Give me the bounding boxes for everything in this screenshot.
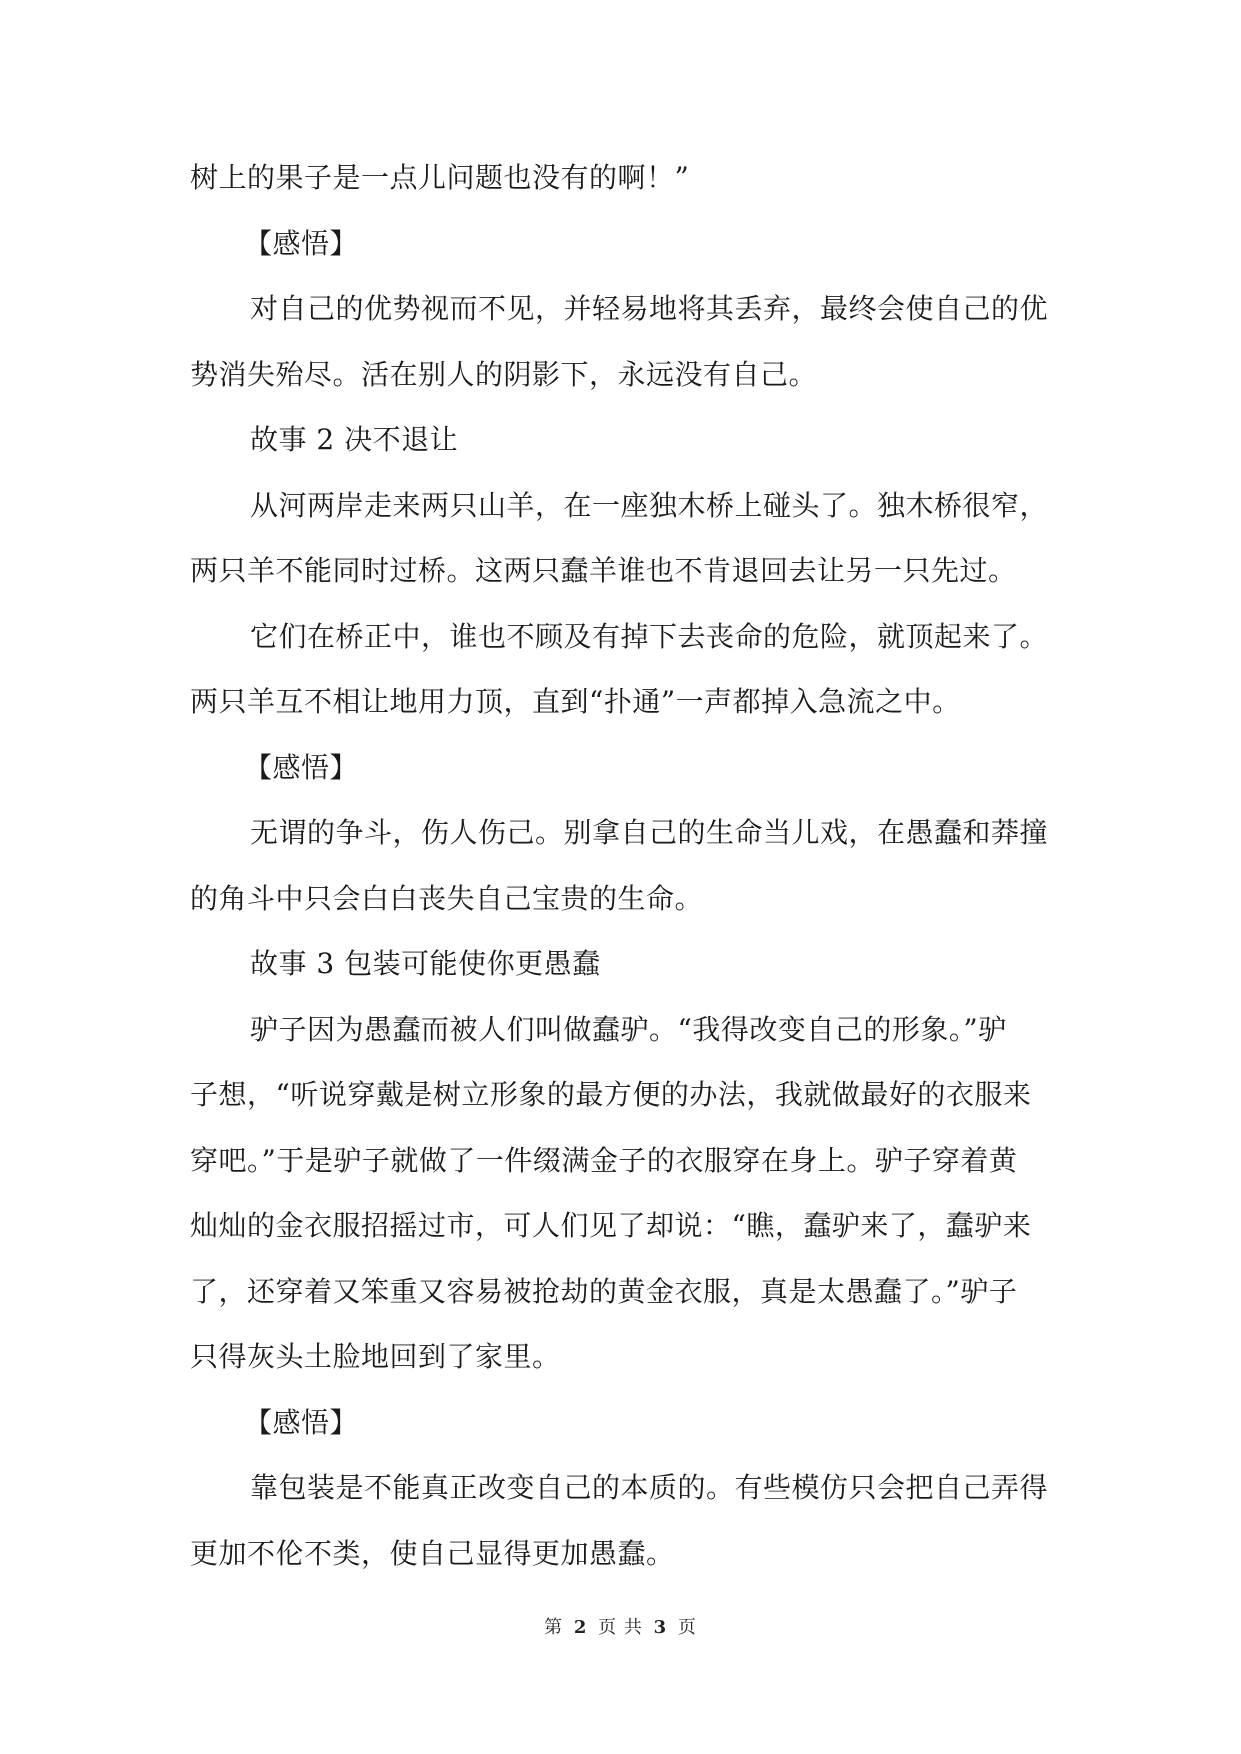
total-pages-number: 3 — [653, 1617, 668, 1638]
paragraph-line: 两只羊互不相让地用力顶，直到“扑通”一声都掉入急流之中。 — [190, 685, 961, 718]
insight-heading: 【感悟】 — [244, 750, 359, 784]
insight-heading: 【感悟】 — [244, 1405, 359, 1439]
paragraph-line: 穿吧。”于是驴子就做了一件缀满金子的衣服穿在身上。驴子穿着黄 — [190, 1143, 1018, 1177]
paragraph-line: 它们在桥正中，谁也不顾及有掉下去丧命的危险，就顶起来了。 — [250, 619, 1049, 653]
page-footer — [0, 1613, 1241, 1639]
insight-heading: 【感悟】 — [244, 226, 359, 260]
paragraph-line: 树上的果子是一点儿问题也没有的啊！” — [190, 161, 690, 194]
paragraph-line: 从河两岸走来两只山羊，在一座独木桥上碰头了。独木桥很窄， — [250, 488, 1049, 522]
footer-suffix: 页 — [677, 1617, 697, 1638]
paragraph-line: 子想，“听说穿戴是树立形象的最方便的办法，我就做最好的衣服来 — [190, 1078, 1032, 1111]
paragraph-line: 驴子因为愚蠢而被人们叫做蠢驴。“我得改变自己的形象。”驴 — [250, 1012, 1007, 1046]
paragraph-line: 只得灰头土脸地回到了家里。 — [190, 1340, 561, 1373]
paragraph-line: 靠包装是不能真正改变自己的本质的。有些模仿只会把自己弄得 — [250, 1471, 1049, 1504]
paragraph-line: 的角斗中只会白白丧失自己宝贵的生命。 — [190, 881, 704, 915]
paragraph-line: 无谓的争斗，伤人伤己。别拿自己的生命当儿戏，在愚蠢和莽撞 — [250, 816, 1049, 849]
document-body — [190, 158, 1060, 1599]
paragraph-line: 更加不伦不类，使自己显得更加愚蠢。 — [190, 1536, 675, 1570]
paragraph-line: 对自己的优势视而不见，并轻易地将其丢弃，最终会使自己的优 — [250, 292, 1049, 325]
paragraph-line: 灿灿的金衣服招摇过市，可人们见了却说：“瞧，蠢驴来了，蠢驴来 — [190, 1209, 1032, 1242]
paragraph-line: 两只羊不能同时过桥。这两只蠢羊谁也不肯退回去让另一只先过。 — [190, 554, 1017, 587]
paragraph-line: 了，还穿着又笨重又容易被抢劫的黄金衣服，真是太愚蠢了。”驴子 — [190, 1274, 1018, 1308]
paragraph-line: 势消失殆尽。活在别人的阴影下，永远没有自己。 — [190, 357, 818, 391]
story-title: 故事 3 包装可能使你更愚蠢 — [250, 947, 601, 980]
footer-middle: 页 共 — [598, 1617, 643, 1638]
story-title: 故事 2 决不退让 — [250, 423, 459, 456]
footer-prefix: 第 — [544, 1617, 564, 1638]
current-page-number: 2 — [573, 1617, 588, 1638]
